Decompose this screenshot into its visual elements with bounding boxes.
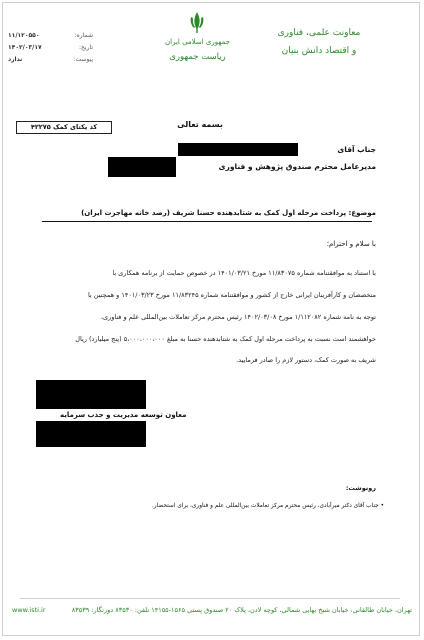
letter-footer <box>8 602 416 620</box>
footer-address: تهران، خیابان طالقانی، خیابان شیخ بهایی شمالی، کوچه لادن، پلاک ۲۰ صندوق پستی ۱۵۶۵-۱۴۱۵۵ تلفن: ۸۳۵۳۰ دورنگار: ۸۳۵۳۹ <box>71 606 412 614</box>
recipient-line1: جناب آقای <box>337 145 376 154</box>
letter-number-row <box>8 32 93 39</box>
redaction-signature-name <box>36 380 146 409</box>
recipient-line2: مدیرعامل محترم صندوق پژوهش و فناوری <box>218 162 376 171</box>
subject-line: موضوع: پرداخت مرحله اول کمک به شتابدهنده حسنا شریف (رصد خانه مهاجرت ایران) <box>81 209 376 217</box>
body-line-3: توجه به نامه شماره ۱/۱۱۲۰۸۲ مورخ ۱۴۰۲/۰۳/۰۸ رئیس محترم مرکز تعاملات بین‌المللی علم و فناوری، <box>100 313 376 321</box>
letter-date-value: ۱۴۰۲/۰۳/۱۷ <box>8 44 42 51</box>
letter-number-label: شماره: <box>74 32 93 39</box>
footer-website: www.isti.ir <box>12 606 46 614</box>
org-name-line2: و اقتصاد دانش بنیان <box>281 46 357 56</box>
tracking-code-box: کد یکتای کمک ۴۲۲۷۵ <box>16 121 112 134</box>
letter-date-label: تاریخ: <box>79 44 93 51</box>
body-line-4-text: خواهشمند است نسبت به پرداخت مرحله اول کمک به شتابدهنده حسنا <box>187 335 376 343</box>
gov-name-line1: جمهوری اسلامی ایران <box>165 38 230 46</box>
letter-attachment-row <box>8 56 93 63</box>
org-name-line1: معاونت علمی، فناوری <box>277 28 361 38</box>
cc-item <box>152 503 384 509</box>
subject-underline <box>42 221 372 222</box>
bismillah-heading: بسمه تعالی <box>177 120 223 129</box>
amount-text: به مبلغ ۵،۰۰۰،۰۰۰،۰۰۰ (پنج میلیارد) ریال <box>75 335 186 343</box>
bullet-icon: • <box>380 503 384 509</box>
gov-name-line2: ریاست جمهوری <box>169 52 226 62</box>
letter-attachment-value: ندارد <box>8 56 23 63</box>
letter-attachment-label: پیوست: <box>73 56 93 63</box>
redaction-recipient-extra <box>108 157 176 177</box>
body-line-5: شریف به صورت کمک، دستور لازم را صادر فرمایید. <box>236 356 376 364</box>
body-line-4 <box>75 335 376 343</box>
cc-heading: رونوشت: <box>345 484 376 492</box>
footer-divider <box>20 598 400 599</box>
iran-emblem-icon <box>185 10 209 34</box>
cc-item-text: جناب آقای دکتر میرآبادی، رئیس محترم مرکز تعاملات بین‌المللی علم و فناوری، برای استحضار. <box>151 503 379 509</box>
letter-date-row <box>8 44 93 51</box>
greeting: با سلام و احترام؛ <box>326 240 376 248</box>
redaction-recipient-name <box>178 143 298 156</box>
redaction-signature <box>36 421 146 447</box>
body-line-2: متخصصان و کارآفرینان ایرانی خارج از کشور و موافقتنامه شماره ۱۱/۸۳۲۴۵ مورخ ۱۴۰۱/۰۳/۲۳ و همچنین با <box>87 291 376 299</box>
letter-number-value: ۱۱/۱۲۰۵۵۰ <box>8 32 40 39</box>
body-line-1: با استناد به موافقتنامه شماره ۱۱/۸۳۰۷۵ مورخ ۱۴۰۱/۰۳/۲۱ در خصوص حمایت از برنامه همکاری با <box>112 269 376 277</box>
signature-title: معاون توسعه مدیریت و جذب سرمایه <box>60 411 187 419</box>
